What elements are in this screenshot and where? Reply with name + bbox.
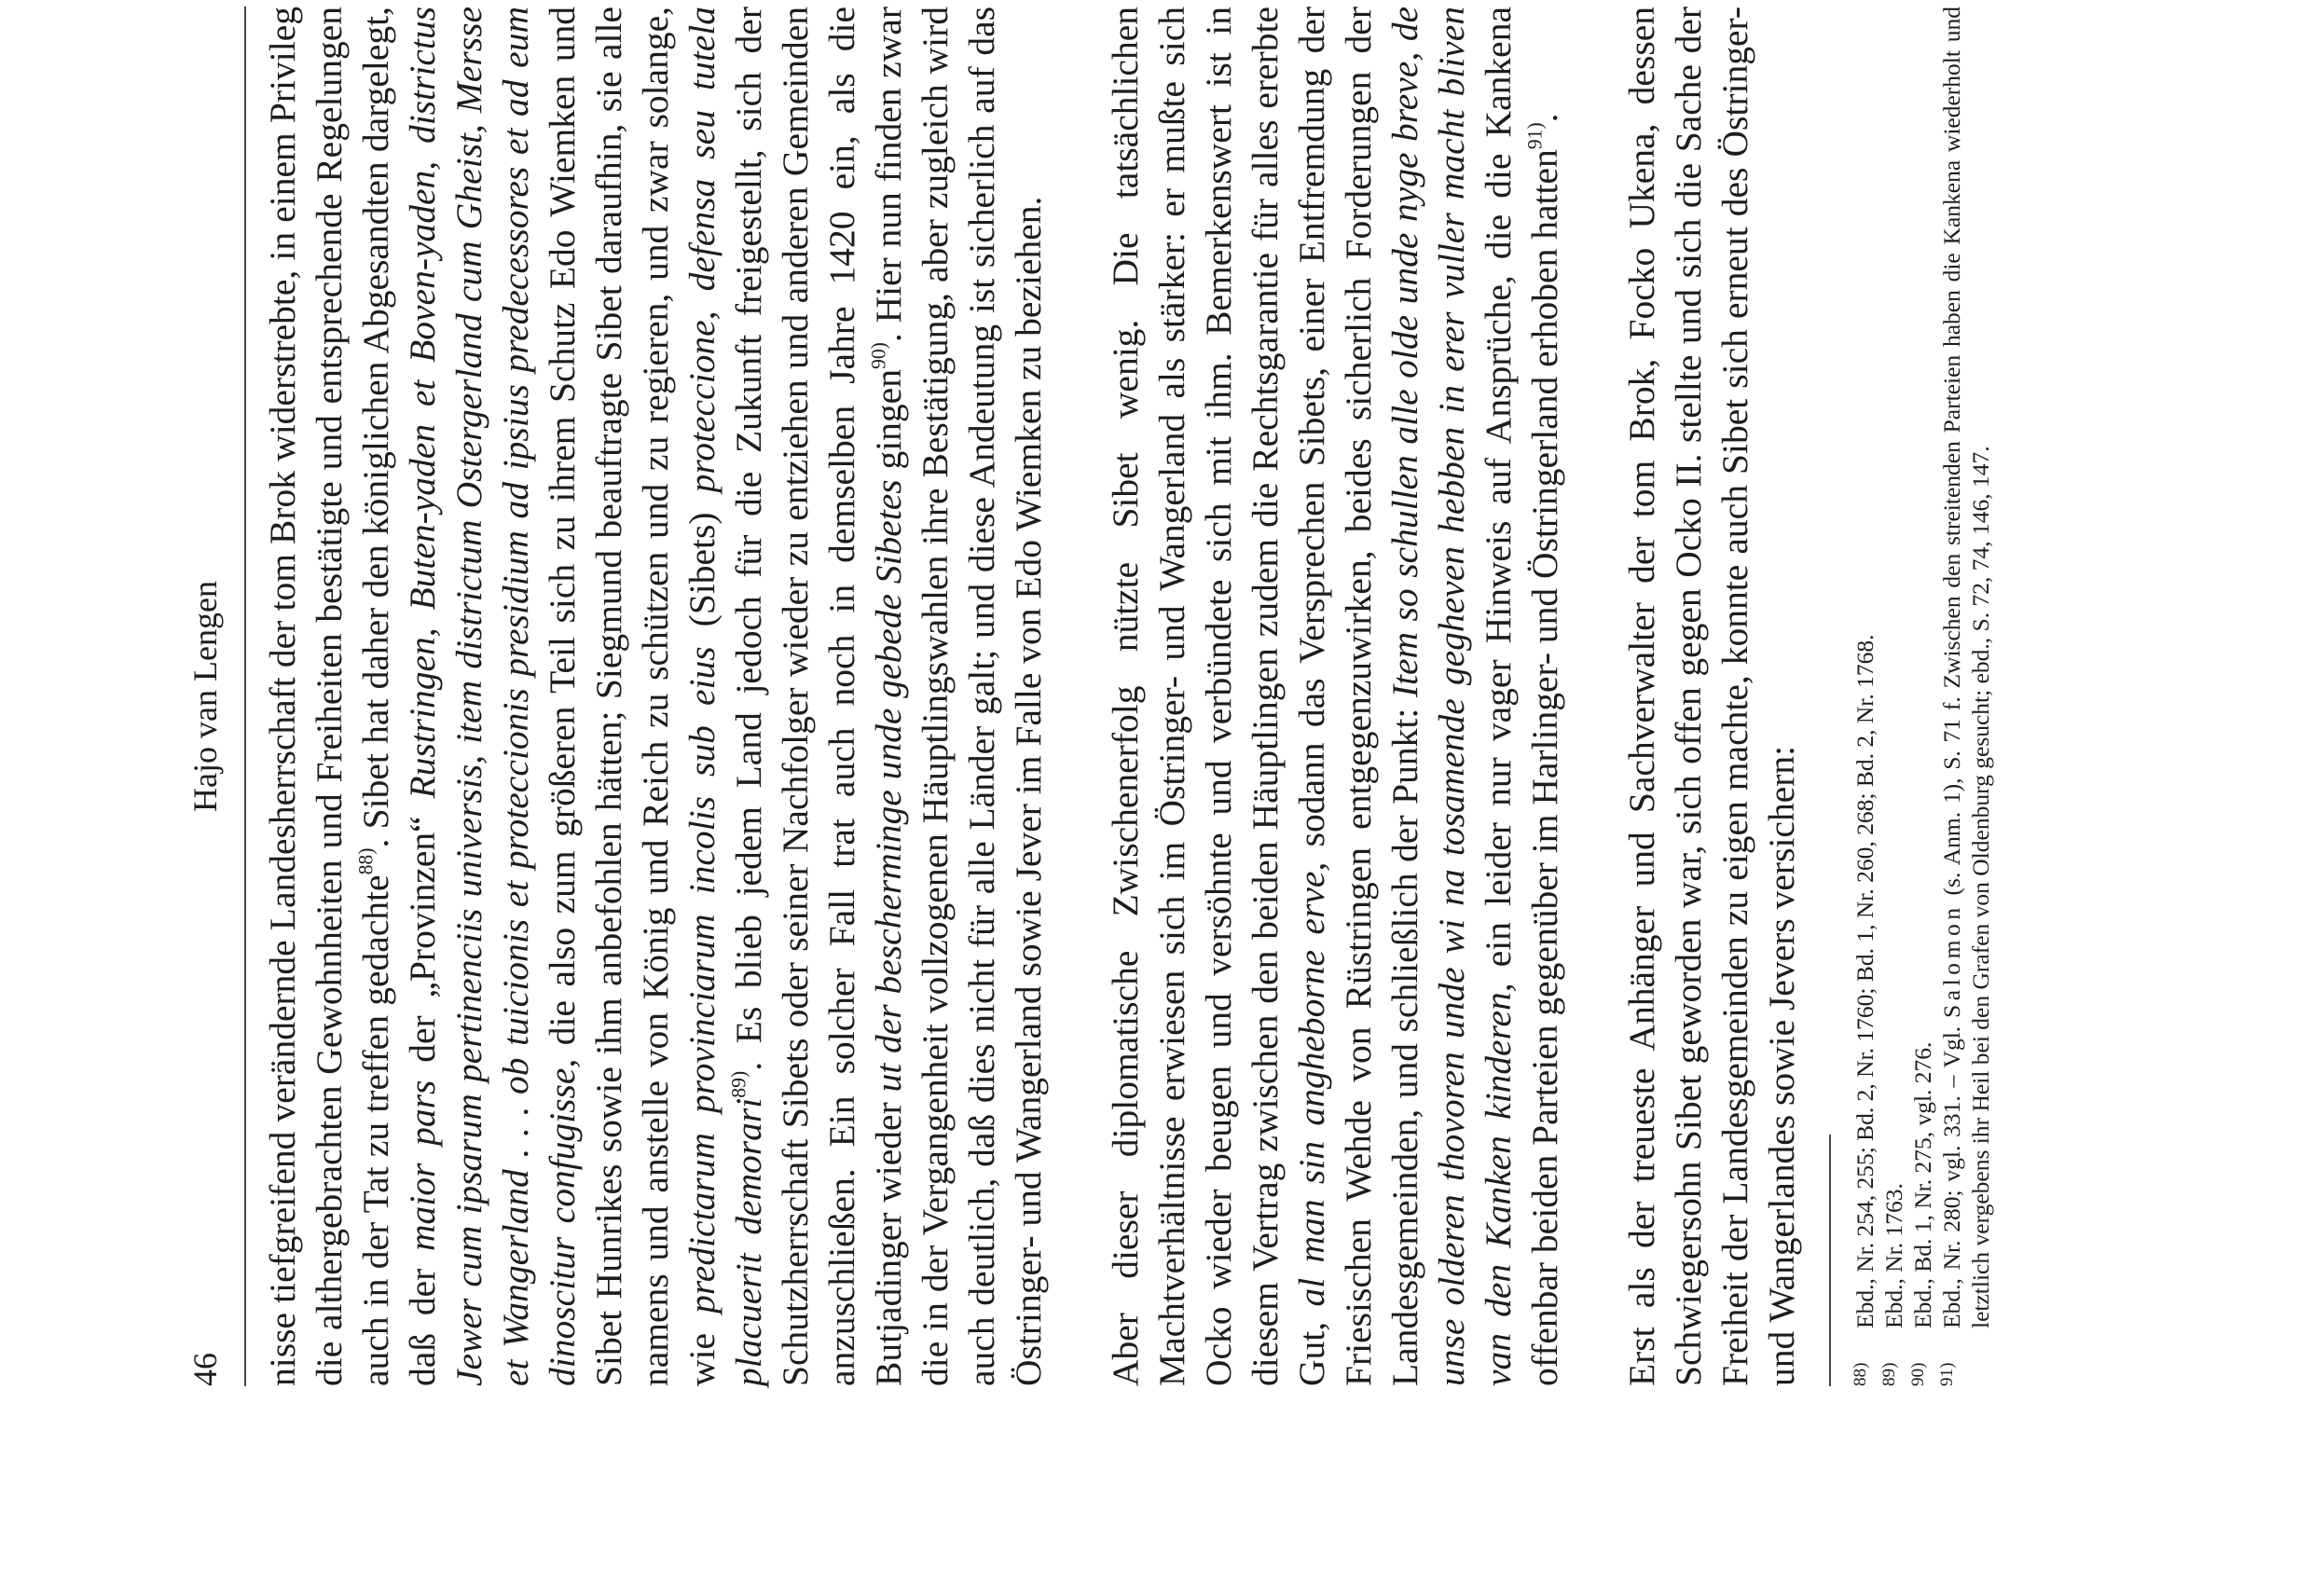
footnote-ref-90: 90) bbox=[867, 342, 890, 370]
text-run: gingen bbox=[868, 369, 909, 480]
text-run: der „Provinzen“ bbox=[402, 798, 443, 1080]
text-run: Erst als der treueste Anhänger und Sachverwalter der tom Brok, Focko Ukena, dessen Schwiegersohn Sibet geworden war, sich offen gegen Ocko II. stellte und sich die Sache der Freiheit der Landesgemeinden zu eigen machte, konnte auch Sibet sich erneut des Östringer- und Wangerlandes sowie Jevers versichern: bbox=[1621, 7, 1802, 1386]
running-head bbox=[177, 7, 233, 1386]
paragraph-2 bbox=[1102, 7, 1568, 1386]
footnote-89 bbox=[1879, 7, 1908, 1386]
paragraph-3 bbox=[1618, 7, 1805, 1386]
low-german-quote: Item so schullen alle olde unde nyge breve, de unse olderen thovoren unde wi na tosamende gegheven hebben in erer vuller macht bliven van den Kanken kinderen, bbox=[1384, 7, 1519, 1386]
latin-quote: maior pars bbox=[402, 1080, 443, 1251]
footnote-ref-88: 88) bbox=[354, 847, 378, 875]
footnote-88 bbox=[1851, 7, 1879, 1386]
text-run: Aber dieser diplomatische Zwischenerfolg nützte Sibet wenig. Die tatsächlichen Machtverhältnisse erwiesen sich im Östringer- und Wangerland als stärker: er mußte sich Ocko wieder beugen und versöhnte und verbündete sich mit ihm. Bemerkenswert ist in diesem Vertrag zwischen den beiden Häuptlingen zudem die Rechtsgarantie für alles ererbte Gut, bbox=[1105, 7, 1332, 1386]
latin-quote: proteccione, defensa seu tutela placuerit demorari bbox=[681, 7, 769, 1386]
low-german-quote: al man sin angheborne erve, bbox=[1291, 861, 1332, 1307]
footnote-90 bbox=[1908, 7, 1937, 1386]
footnote-mark: 88) bbox=[1851, 1362, 1870, 1386]
footnote-rule bbox=[1829, 1135, 1831, 1386]
text-run: (Sibets) bbox=[681, 492, 722, 647]
header-rule bbox=[244, 7, 246, 1386]
footnote-text: Ebd., Nr. 1763. bbox=[1880, 1183, 1907, 1328]
author-name: Salomon bbox=[1938, 903, 1965, 1019]
text-run: Ebd., Nr. 280; vgl. 331. – Vgl. bbox=[1938, 1018, 1965, 1328]
running-title: Hajo van Lengen bbox=[186, 581, 224, 812]
footnotes bbox=[1851, 7, 2056, 1386]
footnote-mark: 91) bbox=[1937, 1362, 1957, 1386]
footnote-91 bbox=[1937, 7, 1995, 1386]
body-text bbox=[259, 6, 1802, 1386]
text-run: . Es blieb jedem Land jedoch für die Zukunft freigestellt, sich der Schutzherrschaft Sibets oder seiner Nachfolger wieder zu entziehen und anderen Gemeinden anzuschließen. Ein solcher Fall trat auch noch in demselben Jahre 1420 ein, als die Butjadinger wieder bbox=[728, 7, 909, 1386]
text-run: . bbox=[1524, 113, 1565, 123]
footnote-text: Ebd., Nr. 254, 255; Bd. 2, Nr. 1760; Bd. 1, Nr. 260, 268; Bd. 2, Nr. 1768. bbox=[1851, 634, 1878, 1328]
low-german-quote: ut der bescherminge unde gebede Sibetes bbox=[868, 479, 909, 1093]
footnote-mark: 90) bbox=[1908, 1362, 1928, 1386]
paragraph-1 bbox=[259, 7, 1052, 1386]
text-run: . Sibet hat daher den königlichen Abgesandten dargelegt, daß der bbox=[355, 6, 443, 1386]
text-run: . Hier nun finden zwar die in der Vergangenheit vollzogenen Häuptlingswahlen ihre Bestätigung, aber zugleich wird auch deutlich, daß dies nicht für alle Länder galt; und diese Andeutung ist sicherlich auf das Östringer- und Wangerland sowie Jever im Falle von Edo Wiemken zu beziehen. bbox=[868, 7, 1049, 1386]
latin-quote: Rustringen, Buten-yaden et Boven-yaden, districtus Jewer cum ipsarum pertinenciis universis, item districtum Ostergerland cum Gheist, Mersse et Wangerland . . . ob tuicionis et proteccionis presidium ad ipsius predecessores et ad eum dinoscitur confugisse, bbox=[402, 7, 583, 1386]
page-number: 46 bbox=[186, 1353, 224, 1386]
text-run: sodann das Versprechen Sibets, einer Entfremdung der Friesischen Wehde von Rüstringen entgegenzuwirken, beides sicherlich Forderungen der Landesgemeinden, und schließlich der Punkt: bbox=[1291, 6, 1425, 1386]
text-run: ein leider nur vager Hinweis auf Ansprüche, die die Kankena offenbar beiden Parteien gegenüber im Harlinger- und Östringerland erhoben hatten bbox=[1478, 7, 1565, 1386]
text-run: nisse tiefgreifend verändernde Landesherrschaft der tom Brok widerstrebte, in einem Privileg die althergebrachten Gewohnheiten und Freiheiten bestätigte und entsprechende Regelungen auch in der Tat zu treffen gedachte bbox=[262, 7, 396, 1386]
text-run: die also zum größeren Teil sich zu ihrem Schutz Edo Wiemken und Sibet Hunrikes sowie ihm anbefohlen hätten; Siegmund beauftragte Sibet daraufhin, sie alle namens und anstelle von König und Reich zu schützen und zu regieren, und zwar solange, wie bbox=[542, 7, 722, 1386]
footnote-text bbox=[1938, 7, 1994, 1328]
footnote-ref-89: 89) bbox=[727, 1070, 750, 1098]
latin-quote: predictarum provinciarum incolis sub eius bbox=[681, 646, 722, 1314]
text-run: (s. Anm. 1), S. 71 f. Zwischen den streitenden Parteien haben die Kankena wiederholt und letztlich vergebens ihr Heil bei den Grafen von Oldenburg gesucht; ebd., S. 72, 74, 146, 147. bbox=[1938, 7, 1994, 1328]
footnote-mark: 89) bbox=[1879, 1362, 1899, 1386]
footnote-ref-91: 91) bbox=[1523, 122, 1547, 150]
footnote-text: Ebd., Bd. 1, Nr. 275, vgl. 276. bbox=[1909, 1041, 1936, 1328]
